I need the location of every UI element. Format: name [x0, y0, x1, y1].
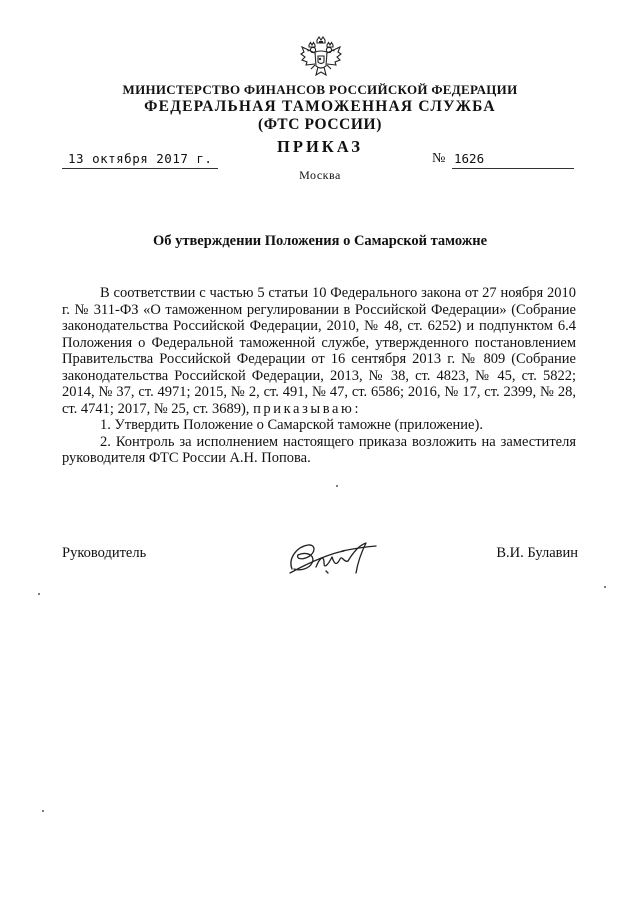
service-abbreviation: (ФТС РОССИИ) — [258, 116, 382, 133]
document-city: Москва — [299, 168, 341, 182]
service-name: ФЕДЕРАЛЬНАЯ ТАМОЖЕННАЯ СЛУЖБА — [144, 98, 496, 115]
ministry-name: МИНИСТЕРСТВО ФИНАНСОВ РОССИЙСКОЙ ФЕДЕРАЦИИ — [122, 82, 518, 97]
order-item: 1. Утвердить Положение о Самарской таможне (приложение). — [100, 417, 483, 433]
document-body — [62, 285, 576, 467]
scan-speck — [42, 810, 44, 812]
document-type: ПРИКАЗ — [277, 137, 363, 156]
order-word: приказываю: — [253, 400, 362, 417]
order-item: 2. Контроль за исполнением настоящего приказа возложить на заместителя руководителя ФТС России А.Н. Попова. — [62, 433, 576, 466]
scan-speck — [604, 586, 606, 588]
scan-speck — [38, 593, 40, 595]
scan-speck — [336, 485, 338, 487]
number-label: № — [432, 151, 446, 166]
document-number: 1626 — [452, 151, 574, 169]
document-title: Об утверждении Положения о Самарской таможне — [152, 233, 488, 249]
preamble-paragraph — [62, 285, 576, 417]
signer-role: Руководитель — [62, 545, 147, 561]
preamble-text: В соответствии с частью 5 статьи 10 Федерального закона от 27 ноября 2010 г. № 311-ФЗ «О таможенном регулировании в Российской Федерации» (Собрание законодательства Российской Федерации, 2010, № 48, ст. 6252) и подпунктом 6.4 Положения о Федеральной таможенной службе, утвержденного постановлением Правительства Российской Федерации от 16 сентября 2013 г. № 809 (Собрание законодательства Российской Федерации, 2013, № 38, ст. 4823, № 45, ст. 5822; 2014, № 37, ст. 4971; 2015, № 2, ст. 491, № 47, ст. 6586; 2016, № 17, ст. 2399, № 28, ст. 4741; 2017, № 25, ст. 3689), — [62, 285, 576, 417]
signer-name: В.И. Булавин — [496, 545, 578, 561]
coat-of-arms-icon — [298, 34, 344, 80]
signature-icon — [282, 533, 382, 581]
document-date: 13 октября 2017 г. — [62, 151, 218, 169]
